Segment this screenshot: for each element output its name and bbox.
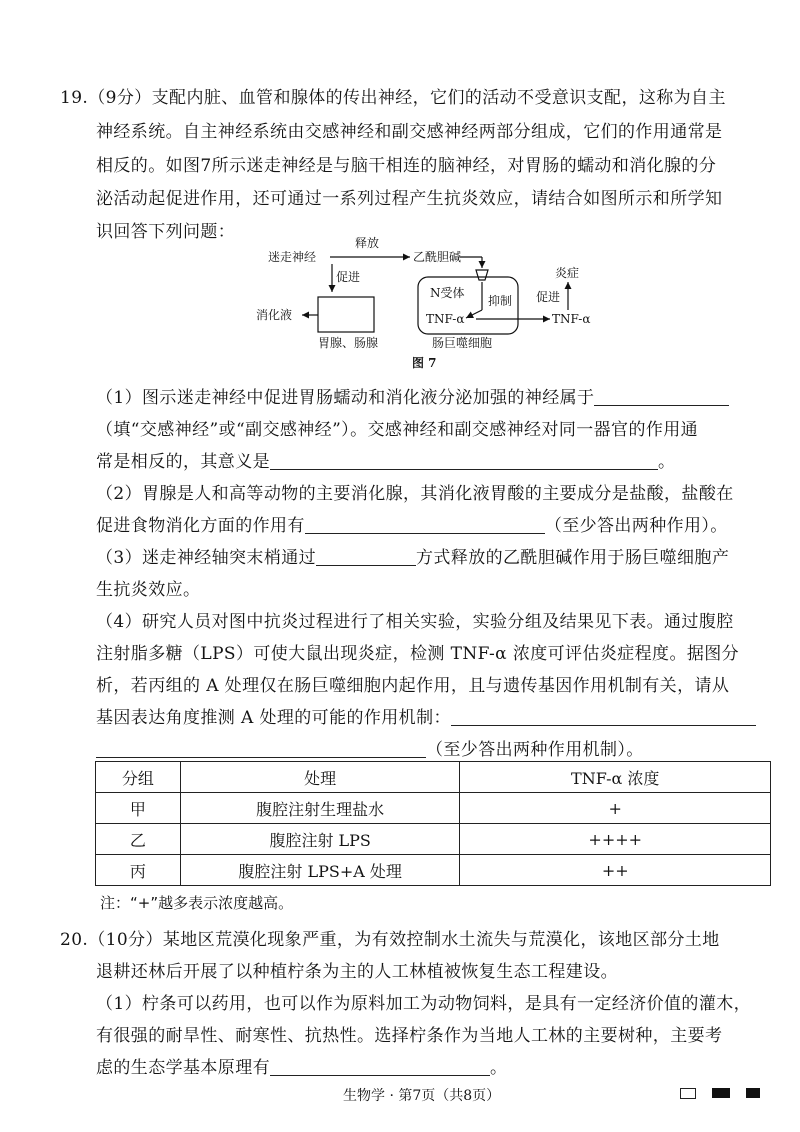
q19-line-2: 神经系统。自主神经系统由交感神经和副交感神经两部分组成，它们的作用通常是: [96, 122, 723, 142]
answer-blank-q19-3[interactable]: [316, 547, 416, 566]
fig-inhibit-label: 抑制: [488, 294, 513, 308]
q19-p4-text-4: 基因表达角度推测 A 处理的可能的作用机制：: [96, 708, 451, 728]
table-cell-tnf: ++++: [460, 824, 771, 855]
q19-p2-text-2: 促进食物消化方面的作用有: [96, 516, 305, 536]
answer-blank-q19-2[interactable]: [305, 515, 545, 534]
answer-blank-q19-1a[interactable]: [594, 387, 729, 406]
footer-mark-solid-1: [712, 1088, 730, 1098]
table-header-row: [96, 762, 771, 793]
fig-ach-label: 乙酰胆碱: [413, 250, 462, 264]
table-cell-treatment: 腹腔注射 LPS: [180, 824, 460, 855]
answer-blank-q19-4a[interactable]: [451, 707, 756, 726]
q19-p1-line-3: [96, 450, 675, 474]
q19-p3-text-1b: 方式释放的乙酰胆碱作用于肠巨噬细胞产: [416, 548, 730, 568]
q20-p1-text-3: 虑的生态学基本原理有: [96, 1058, 270, 1078]
fig-release-label: 释放: [355, 236, 380, 250]
q19-p4-end: （至少答出两种作用机制）。: [426, 740, 644, 760]
fig-digest-fluid-label: 消化液: [256, 308, 293, 322]
q19-line-3: 相反的。如图7所示迷走神经是与脑干相连的脑神经，对胃肠的蠕动和消化腺的分: [96, 156, 717, 176]
q19-p3-text-1a: （3）迷走神经轴突末梢通过: [96, 548, 317, 568]
table-cell-group: 甲: [96, 793, 181, 824]
table-cell-tnf: +: [460, 793, 771, 824]
q19-line-5: 识回答下列问题：: [96, 222, 236, 242]
n-receptor-shape: [476, 270, 488, 280]
table-header-cell: TNF-α 浓度: [460, 762, 771, 793]
q19-p4-line-1: （4）研究人员对图中抗炎过程进行了相关实验，实验分组及结果见下表。通过腹腔: [96, 612, 734, 632]
table-row: [96, 824, 771, 855]
q20-line-1: 20.（10分）某地区荒漠化现象严重，为有效控制水土流失与荒漠化，该地区部分土地: [60, 930, 720, 950]
table-cell-group: 乙: [96, 824, 181, 855]
fig-tnf-out-label: TNF-α: [552, 312, 591, 326]
q19-p4-line-3: 析，若丙组的 A 处理仅在肠巨噬细胞内起作用，且与遗传基因作用机制有关，请从: [96, 676, 730, 696]
table-cell-treatment: 腹腔注射生理盐水: [180, 793, 460, 824]
q19-p1-end: 。: [658, 452, 676, 472]
page-footer: 生物学 · 第7页（共8页）: [343, 1088, 501, 1104]
q19-p2-line-2: [96, 514, 728, 538]
table-row: [96, 793, 771, 824]
table-header-cell: 处理: [180, 762, 460, 793]
q20-p1-line-1: （1）柠条可以药用，也可以作为原料加工为动物饲料，是具有一定经济价值的灌木，: [96, 994, 752, 1014]
figure-caption: 图 7: [412, 356, 437, 370]
q19-p4-line-4: [96, 706, 756, 730]
table-header-cell: 分组: [96, 762, 181, 793]
q19-p1-text-1: （1）图示迷走神经中促进胃肠蠕动和消化液分泌加强的神经属于: [96, 388, 595, 408]
fig-n-receptor-label: N受体: [430, 286, 465, 300]
answer-blank-q20-1[interactable]: [270, 1057, 490, 1076]
q19-line-4: 泌活动起促进作用，还可通过一系列过程产生抗炎效应，请结合如图所示和所学知: [96, 189, 723, 209]
footer-mark-hollow: [680, 1088, 696, 1099]
table-cell-group: 丙: [96, 855, 181, 886]
gland-box: [318, 297, 374, 332]
fig-promote-label-2: 促进: [536, 290, 561, 304]
table-row: [96, 855, 771, 886]
footer-mark-solid-2: [746, 1088, 760, 1098]
q19-p3-line-1: [96, 546, 729, 570]
q19-p4-line-2: 注射脂多糖（LPS）可使大鼠出现炎症，检测 TNF-α 浓度可评估炎症程度。据图分: [96, 644, 740, 664]
table-cell-tnf: ++: [460, 855, 771, 886]
table-note: 注：“+”越多表示浓度越高。: [100, 894, 294, 912]
q19-line-1: 19.（9分）支配内脏、血管和腺体的传出神经，它们的活动不受意识支配，这称为自主: [60, 88, 726, 108]
q19-p1-text-3: 常是相反的，其意义是: [96, 452, 270, 472]
answer-blank-q19-1b[interactable]: [270, 451, 658, 470]
q19-p1-line-1: [96, 386, 729, 410]
q20-p1-end: 。: [490, 1058, 508, 1078]
q19-p3-line-2: 生抗炎效应。: [96, 580, 201, 600]
fig-vagus-label: 迷走神经: [268, 250, 317, 264]
fig-macrophage-label: 肠巨噬细胞: [432, 336, 493, 350]
answer-blank-q19-4b[interactable]: [96, 739, 426, 758]
q19-p1-line-2: （填“交感神经”或“副交感神经”）。交感神经和副交感神经对同一器官的作用通: [96, 420, 699, 440]
q19-p2-line-1: （2）胃腺是人和高等动物的主要消化腺，其消化液胃酸的主要成分是盐酸，盐酸在: [96, 484, 734, 504]
results-table: [95, 761, 771, 886]
fig-tnf-in-label: TNF-α: [426, 312, 465, 326]
q19-p2-end: （至少答出两种作用）。: [544, 516, 728, 536]
fig-gland-label: 胃腺、肠腺: [318, 336, 379, 350]
q20-line-2: 退耕还林后开展了以种植柠条为主的人工林植被恢复生态工程建设。: [96, 962, 618, 982]
q20-p1-line-3: [96, 1056, 507, 1080]
fig-inflammation-label: 炎症: [555, 266, 580, 280]
fig-promote-label-1: 促进: [336, 270, 361, 284]
q19-p4-line-5: [96, 738, 644, 762]
table-cell-treatment: 腹腔注射 LPS+A 处理: [180, 855, 460, 886]
q20-p1-line-2: 有很强的耐旱性、耐寒性、抗热性。选择柠条作为当地人工林的主要树种，主要考: [96, 1026, 723, 1046]
